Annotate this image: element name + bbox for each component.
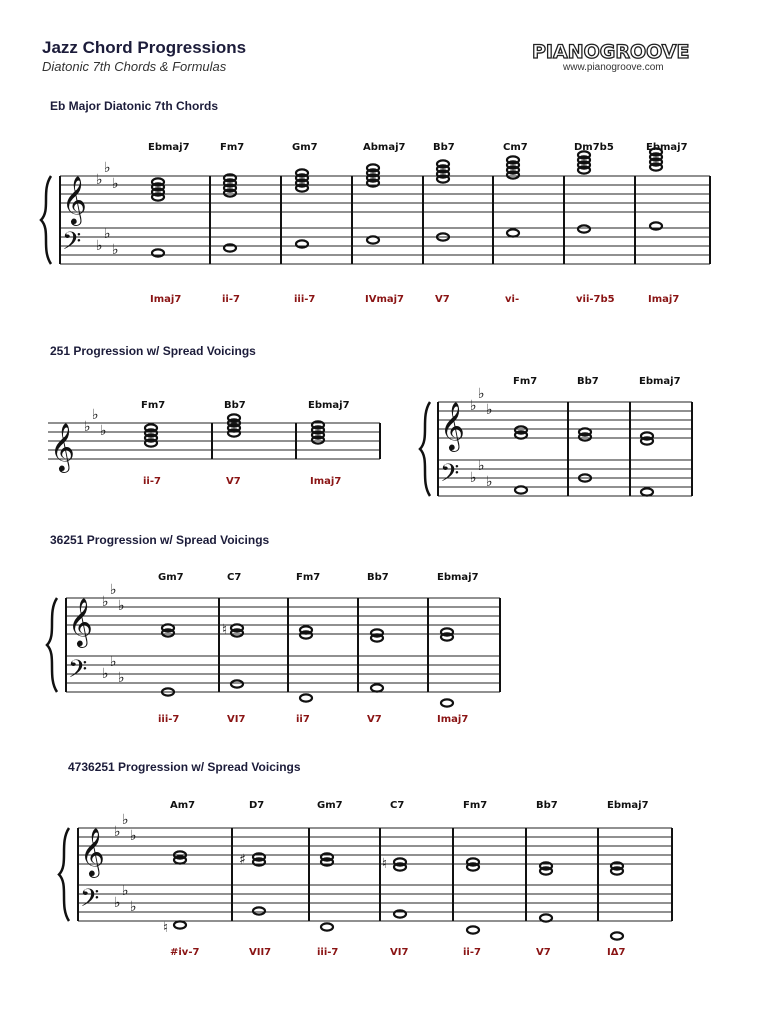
whole-note [312, 436, 324, 443]
flat-sign-icon: ♭ [122, 812, 129, 828]
whole-note [367, 236, 379, 243]
flat-sign-icon: ♭ [130, 828, 137, 844]
flat-sign-icon: ♭ [102, 666, 109, 682]
chord-symbol: Ebmaj7 [308, 400, 350, 411]
flat-sign-icon: ♭ [110, 654, 117, 670]
roman-numeral: ii-7 [143, 476, 161, 487]
roman-numeral: vi- [505, 294, 520, 305]
flat-sign-icon: ♭ [104, 160, 111, 176]
whole-note [611, 867, 623, 874]
chord-symbol: Ebmaj7 [646, 142, 688, 153]
treble-staff-4 [78, 828, 672, 864]
whole-note [296, 184, 308, 191]
whole-note [540, 867, 552, 874]
flat-sign-icon: ♭ [470, 470, 477, 486]
flat-sign-icon: ♭ [100, 423, 107, 439]
logo-text: PIANOGROOVE [532, 41, 690, 62]
chord-symbol: D7 [249, 800, 265, 811]
whole-note [650, 163, 662, 170]
flat-sign-icon: ♭ [110, 582, 117, 598]
whole-note [540, 914, 552, 921]
page-title: Jazz Chord Progressions [42, 38, 247, 57]
whole-note [231, 680, 243, 687]
whole-note [152, 249, 164, 256]
natural-sign-icon: ♮ [163, 920, 169, 936]
chord-symbol: C7 [390, 800, 405, 811]
flat-sign-icon: ♭ [114, 895, 121, 911]
whole-note [321, 923, 333, 930]
whole-note [300, 694, 312, 701]
natural-sign-icon: ♮ [222, 622, 228, 638]
whole-note [152, 193, 164, 200]
chord-symbol: C7 [227, 572, 242, 583]
flat-sign-icon: ♭ [112, 242, 119, 258]
whole-note [174, 856, 186, 863]
flat-sign-icon: ♭ [470, 398, 477, 414]
roman-numeral: ii-7 [222, 294, 240, 305]
whole-note [515, 486, 527, 493]
page-subtitle: Diatonic 7th Chords & Formulas [42, 59, 227, 74]
roman-numeral: VII7 [249, 947, 272, 958]
whole-note [162, 629, 174, 636]
whole-note [231, 629, 243, 636]
roman-numeral: IVmaj7 [365, 294, 405, 305]
whole-note [296, 240, 308, 247]
flat-sign-icon: ♭ [118, 598, 125, 614]
roman-numeral: #iv-7 [170, 947, 200, 958]
bass-staff-1 [60, 228, 710, 264]
flat-sign-icon: ♭ [486, 474, 493, 490]
chord-symbol: Ebmaj7 [607, 800, 649, 811]
brace [420, 402, 430, 496]
roman-numeral: V7 [536, 947, 551, 958]
whole-note [228, 429, 240, 436]
treble-clef-icon: 𝄞 [50, 422, 75, 471]
chord-symbol: Bb7 [224, 400, 246, 411]
flat-sign-icon: ♭ [96, 172, 103, 188]
whole-note [253, 858, 265, 865]
whole-note [394, 910, 406, 917]
brace [59, 828, 69, 921]
chord-symbol: Gm7 [158, 572, 184, 583]
chord-symbol: Dm7b5 [574, 142, 614, 153]
flat-sign-icon: ♭ [112, 176, 119, 192]
chord-symbol: Gm7 [292, 142, 318, 153]
whole-note [641, 488, 653, 495]
section-title-1: Eb Major Diatonic 7th Chords [50, 99, 219, 113]
flat-sign-icon: ♭ [114, 824, 121, 840]
whole-note [253, 907, 265, 914]
treble-staff-3 [66, 598, 500, 634]
bass-clef-icon: 𝄢 [68, 655, 88, 690]
whole-note [300, 631, 312, 638]
roman-numeral: Imaj7 [150, 294, 182, 305]
flat-sign-icon: ♭ [122, 883, 129, 899]
whole-note [507, 229, 519, 236]
chord-symbol: Fm7 [463, 800, 488, 811]
roman-numeral: VI7 [227, 714, 246, 725]
treble-clef-icon: 𝄞 [80, 827, 105, 876]
whole-note [224, 244, 236, 251]
whole-note [641, 437, 653, 444]
whole-note [174, 921, 186, 928]
flat-sign-icon: ♭ [130, 899, 137, 915]
whole-note [467, 926, 479, 933]
flat-sign-icon: ♭ [102, 594, 109, 610]
treble-clef-icon: 𝄞 [62, 175, 87, 224]
brace [41, 176, 51, 264]
brace [47, 598, 57, 692]
whole-note [371, 634, 383, 641]
whole-note [611, 932, 623, 939]
whole-note [578, 225, 590, 232]
whole-note [224, 189, 236, 196]
whole-note [145, 439, 157, 446]
chord-symbol: Cm7 [503, 142, 528, 153]
bass-clef-icon: 𝄢 [62, 227, 82, 262]
roman-numeral: iii-7 [317, 947, 339, 958]
roman-numeral: iii-7 [294, 294, 316, 305]
roman-numeral: Imaj7 [437, 714, 469, 725]
chord-symbol: Fm7 [141, 400, 166, 411]
flat-sign-icon: ♭ [118, 670, 125, 686]
chord-symbol: Bb7 [367, 572, 389, 583]
treble-staff-2 [48, 423, 380, 459]
roman-numeral: Imaj7 [310, 476, 342, 487]
chord-symbol: Bb7 [577, 376, 599, 387]
roman-numeral: vii-7b5 [576, 294, 615, 305]
chord-symbol: Bb7 [433, 142, 455, 153]
whole-note [515, 431, 527, 438]
chord-symbol: Fm7 [220, 142, 245, 153]
whole-note [507, 171, 519, 178]
whole-note [321, 858, 333, 865]
chord-symbol: Am7 [170, 800, 196, 811]
whole-note [650, 222, 662, 229]
whole-note [371, 684, 383, 691]
flat-sign-icon: ♭ [104, 226, 111, 242]
bass-staff-4 [78, 885, 672, 921]
bass-staff-3 [66, 656, 500, 692]
natural-sign-icon: ♮ [382, 856, 388, 872]
flat-sign-icon: ♭ [84, 419, 91, 435]
flat-sign-icon: ♭ [478, 386, 485, 402]
section-title-4: 4736251 Progression w/ Spread Voicings [68, 760, 301, 774]
chord-symbol: Abmaj7 [363, 142, 406, 153]
roman-numeral: ii7 [296, 714, 310, 725]
whole-note [467, 863, 479, 870]
whole-note [441, 633, 453, 640]
section-title-3: 36251 Progression w/ Spread Voicings [50, 533, 270, 547]
chord-symbol: Ebmaj7 [639, 376, 681, 387]
chord-symbol: Fm7 [296, 572, 321, 583]
chord-symbol: Ebmaj7 [148, 142, 190, 153]
roman-numeral: V7 [226, 476, 241, 487]
whole-note [441, 699, 453, 706]
flat-sign-icon: ♭ [486, 402, 493, 418]
logo-url: www.pianogroove.com [563, 62, 664, 73]
whole-note [437, 175, 449, 182]
chord-symbol: Bb7 [536, 800, 558, 811]
bass-clef-icon: 𝄢 [440, 459, 460, 494]
sharp-sign-icon: ♯ [239, 852, 246, 868]
treble-clef-icon: 𝄞 [440, 401, 465, 450]
flat-sign-icon: ♭ [478, 458, 485, 474]
roman-numeral: iii-7 [158, 714, 180, 725]
whole-note [394, 863, 406, 870]
whole-note [578, 166, 590, 173]
chord-symbol: Fm7 [513, 376, 538, 387]
section-title-2: 251 Progression w/ Spread Voicings [50, 344, 256, 358]
chord-symbol: Ebmaj7 [437, 572, 479, 583]
roman-numeral: V7 [367, 714, 382, 725]
roman-numeral: V7 [435, 294, 450, 305]
flat-sign-icon: ♭ [96, 238, 103, 254]
treble-clef-icon: 𝄞 [68, 597, 93, 646]
flat-sign-icon: ♭ [92, 407, 99, 423]
chord-symbol: Gm7 [317, 800, 343, 811]
roman-numeral: Imaj7 [648, 294, 680, 305]
roman-numeral: ii-7 [463, 947, 481, 958]
roman-numeral: VI7 [390, 947, 409, 958]
bass-clef-icon: 𝄢 [80, 884, 100, 919]
whole-note [367, 179, 379, 186]
whole-note [579, 433, 591, 440]
roman-numeral: IΔ7 [607, 947, 626, 958]
